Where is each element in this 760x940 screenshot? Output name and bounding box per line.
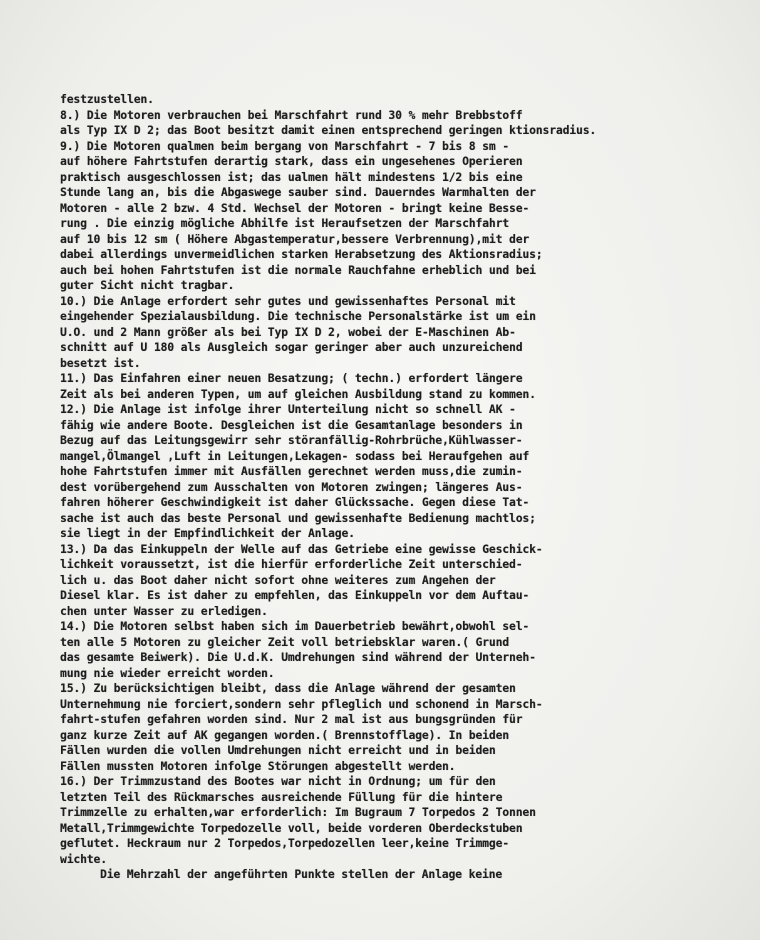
text-line: 13.) Da das Einkuppeln der Welle auf das Getriebe eine gewisse Geschick- [60,542,543,556]
text-line: Trimmzelle zu erhalten,war erforderlich: Im Bugraum 7 Torpedos 2 Tonnen [60,806,536,819]
text-line: festzustellen. [60,93,154,106]
text-line: 8.) Die Motoren verbrauchen bei Marschfahrt rund 30 % mehr Brebbstoff [60,108,523,122]
text-line: auch bei hohen Fahrtstufen ist die normale Rauchfahne erheblich und bei [60,263,536,277]
text-line: Zeit als bei anderen Typen, um auf gleichen Ausbildung stand zu kommen. [60,387,536,401]
text-line: das gesamte Beiwerk). Die U.d.K. Umdrehungen sind während der Unterneh- [60,651,536,664]
text-line: Stunde lang an, bis die Abgaswege sauber sind. Dauerndes Warmhalten der [60,186,536,199]
text-line: auf 10 bis 12 sm ( Höhere Abgastemperatur,bessere Verbrennung),mit der [60,232,530,246]
text-line: dest vorübergehend zum Ausschalten von Motoren zwingen; längeres Aus- [60,480,523,494]
text-line: chen unter Wasser zu erledigen. [60,604,268,618]
text-line: Fällen wurden die vollen Umdrehungen nicht erreicht und in beiden [60,744,496,757]
text-line: Bezug auf das Leitungsgewirr sehr störanfällig-Rohrbrüche,Kühlwasser- [60,434,523,447]
text-line: schnitt auf U 180 als Ausgleich sogar geringer aber auch unzureichend [60,341,523,354]
text-line: hohe Fahrtstufen immer mit Ausfällen gerechnet werden muss,die zumin- [60,465,523,478]
text-line: lich u. das Boot daher nicht sofort ohne weiteres zum Angehen der [60,573,496,587]
text-line: rung . Die einzig mögliche Abhilfe ist Heraufsetzen der Marschfahrt [60,217,509,230]
text-line: fahren höherer Geschwindigkeit ist daher Glückssache. Gegen diese Tat- [60,496,530,509]
text-line: fähig wie andere Boote. Desgleichen ist die Gesamtanlage besonders in [60,418,523,432]
text-line: fahrt-stufen gefahren worden sind. Nur 2 mal ist aus bungsgründen für [60,713,523,726]
text-line: geflutet. Heckraum nur 2 Torpedos,Torpedozellen leer,keine Trimmge- [60,837,509,850]
text-line: guter Sicht nicht tragbar. [60,279,235,292]
text-line: sie liegt in der Empfindlichkeit der Anlage. [60,527,355,540]
text-line: 16.) Der Trimmzustand des Bootes war nicht in Ordnung; um für den [60,775,496,788]
text-line: auf höhere Fahrtstufen derartig stark, dass ein ungesehenes Operieren [60,155,523,168]
text-line: mung nie wieder erreicht worden. [60,666,275,680]
text-line: U.O. und 2 Mann größer als bei Typ IX D 2, wobei der E-Maschinen Ab- [60,325,516,339]
text-line: praktisch ausgeschlossen ist; das ualmen hält mindestens 1/2 bis eine [60,170,523,184]
text-line: sache ist auch das beste Personal und gewissenhafte Bedienung machtlos; [60,511,536,525]
text-line: letzten Teil des Rückmarsches ausreichende Füllung für die hintere [60,790,503,804]
text-line: 9.) Die Motoren qualmen beim bergang von Marschfahrt - 7 bis 8 sm - [60,139,509,153]
text-line: lichkeit voraussetzt, ist die hierfür erforderliche Zeit unterschied- [60,558,523,571]
text-line: 15.) Zu berücksichtigen bleibt, dass die Anlage während der gesamten [60,682,516,695]
typewritten-text [60,92,720,883]
text-line: als Typ IX D 2; das Boot besitzt damit einen entsprechend geringen ktionsradius. [60,124,597,137]
closing-line: Die Mehrzahl der angeführten Punkte stellen der Anlage keine [100,868,503,881]
text-line: Metall,Trimmgewichte Torpedozelle voll, beide vorderen Oberdeckstuben [60,821,523,835]
text-line: Unternehmung nie forciert,sondern sehr pfleglich und schonend in Marsch- [60,697,543,711]
text-line: 12.) Die Anlage ist infolge ihrer Unterteilung nicht so schnell AK - [60,403,516,416]
text-line: 11.) Das Einfahren einer neuen Besatzung; ( techn.) erfordert längere [60,372,523,385]
text-line: wichte. [60,852,107,866]
text-line: ten alle 5 Motoren zu gleicher Zeit voll betriebsklar waren.( Grund [60,635,509,649]
text-line: dabei allerdings unvermeidlichen starken Herabsetzung des Aktionsradius; [60,248,543,261]
text-line: Motoren - alle 2 bzw. 4 Std. Wechsel der Motoren - bringt keine Besse- [60,201,530,215]
text-line: besetzt ist. [60,356,141,370]
text-line: eingehender Spezialausbildung. Die technische Personalstärke ist um ein [60,310,536,323]
text-line: 14.) Die Motoren selbst haben sich im Dauerbetrieb bewährt,obwohl sel- [60,620,530,633]
text-line: ganz kurze Zeit auf AK gegangen worden.( Brennstofflage). In beiden [60,728,509,742]
text-line: Diesel klar. Es ist daher zu empfehlen, das Einkuppeln vor dem Auftau- [60,589,530,602]
text-line: mangel,Ölmangel ,Luft in Leitungen,Lekagen- sodass bei Heraufgehen auf [60,449,530,463]
text-line: 10.) Die Anlage erfordert sehr gutes und gewissenhaftes Personal mit [60,294,516,308]
text-line: Fällen mussten Motoren infolge Störungen abgestellt werden. [60,759,456,773]
